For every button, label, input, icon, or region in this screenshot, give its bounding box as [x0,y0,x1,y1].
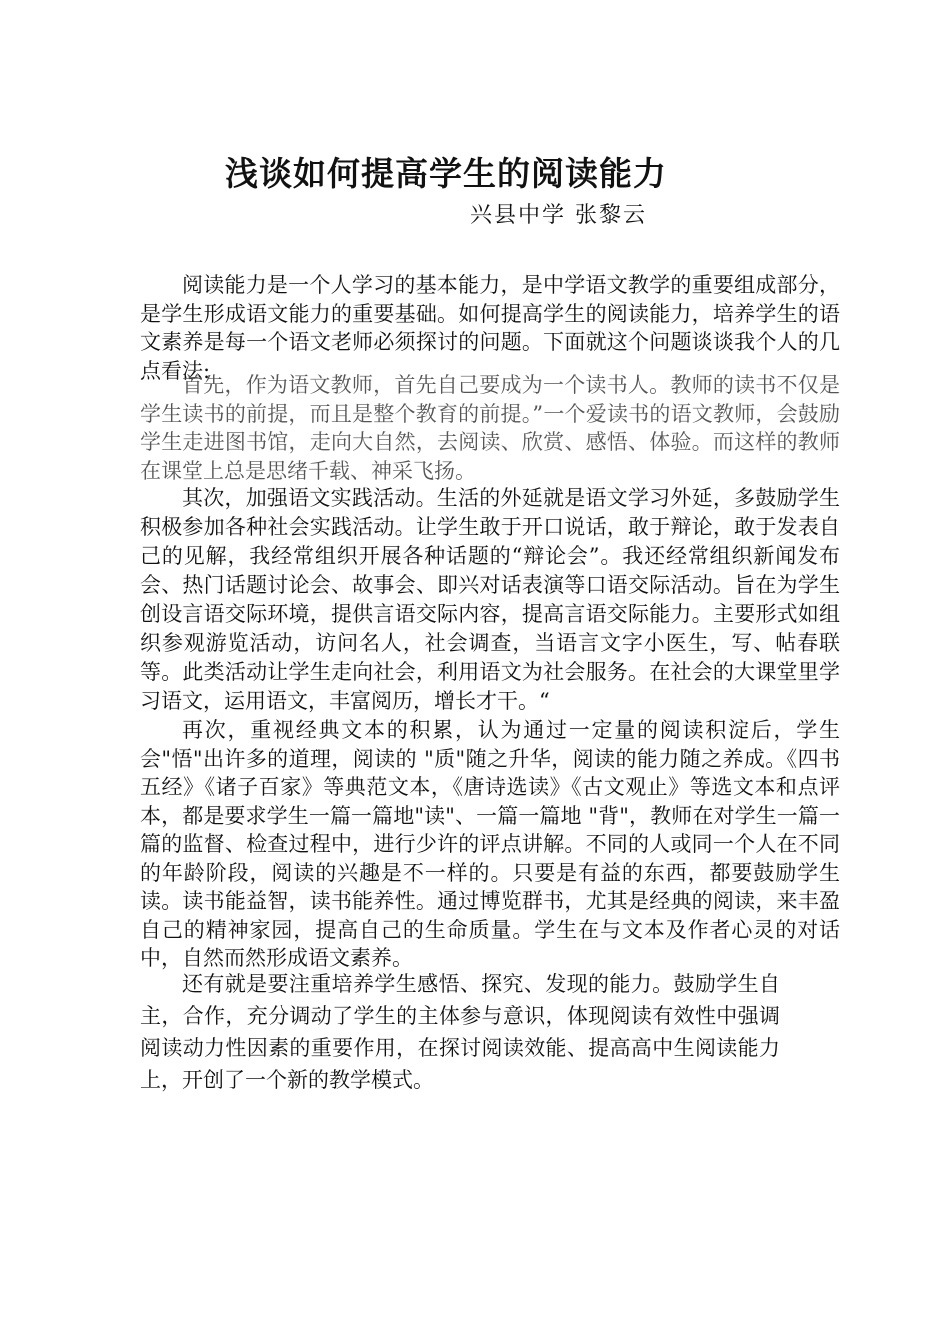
document-title: 浅谈如何提高学生的阅读能力 [225,154,667,193]
paragraph-intro [140,271,840,385]
paragraph-text: 阅读能力是一个人学习的基本能力，是中学语文教学的重要组成部分，是学生形成语文能力的重要基础。如何提高学生的阅读能力，培养学生的语文素养是每一个语文老师必须探讨的问题。下面就这个问题谈谈我个人的几点看法: [140,273,840,383]
paragraph-text: 其次，加强语文实践活动。生活的外延就是语文学习外延，多鼓励学生积极参加各种社会实践活动。让学生敢于开口说话，敢于辩论，敢于发表自己的见解，我经常组织开展各种话题的“辩论会”。我还经常组织新闻发布会、热门话题讨论会、故事会、即兴对话表演等口语交际活动。旨在为学生创设言语交际环境，提供言语交际内容，提高言语交际能力。主要形式如组织参观游览活动，访问名人，社会调查，当语言文字小医生，写、帖春联等。此类活动让学生走向社会，利用语文为社会服务。在社会的大课堂里学习语文，运用语文，丰富阅历，增长才干。“ [140,486,840,713]
paragraph-text: 再次，重视经典文本的积累，认为通过一定量的阅读积淀后，学生会"悟"出许多的道理，阅读的 "质"随之升华，阅读的能力随之养成。《四书五经》《诸子百家》等典范文本，《唐诗选读》《古文观止》等选文本和点评本，都是要求学生一篇一篇地"读"、一篇一篇地 "背"，教师在对学生一篇一篇的监督、检查过程中，进行少许的评点讲解。不同的人或同一个人在不同的年龄阶段，阅读的兴趣是不一样的。只要是有益的东西，都要鼓励学生读。读书能益智，读书能养性。通过博览群书，尤其是经典的阅读，来丰盈自己的精神家园，提高自己的生命质量。学生在与文本及作者心灵的对话中，自然而然形成语文素养。 [140,718,840,970]
paragraph-fourth-point [140,968,780,1096]
paragraph-second-point [140,484,840,716]
author-line: 兴县中学 张黎云 [470,203,647,228]
paragraph-third-point [140,716,840,973]
paragraph-text: 还有就是要注重培养学生感悟、探究、发现的能力。鼓励学生自主，合作，充分调动了学生的主体参与意识，体现阅读有效性中强调阅读动力性因素的重要作用，在探讨阅读效能、提高高中生阅读能力上，开创了一个新的教学模式。 [140,972,780,1092]
paragraph-text: 首先，作为语文教师，首先自己要成为一个读书人。教师的读书不仅是学生读书的前提，而且是整个教育的前提。”一个爱读书的语文教师，会鼓励学生走进图书馆，走向大自然，去阅读、欣赏、感悟、体验。而这样的教师在课堂上总是思绪千载、神采飞扬。 [140,373,840,483]
paragraph-first-point [140,371,840,485]
